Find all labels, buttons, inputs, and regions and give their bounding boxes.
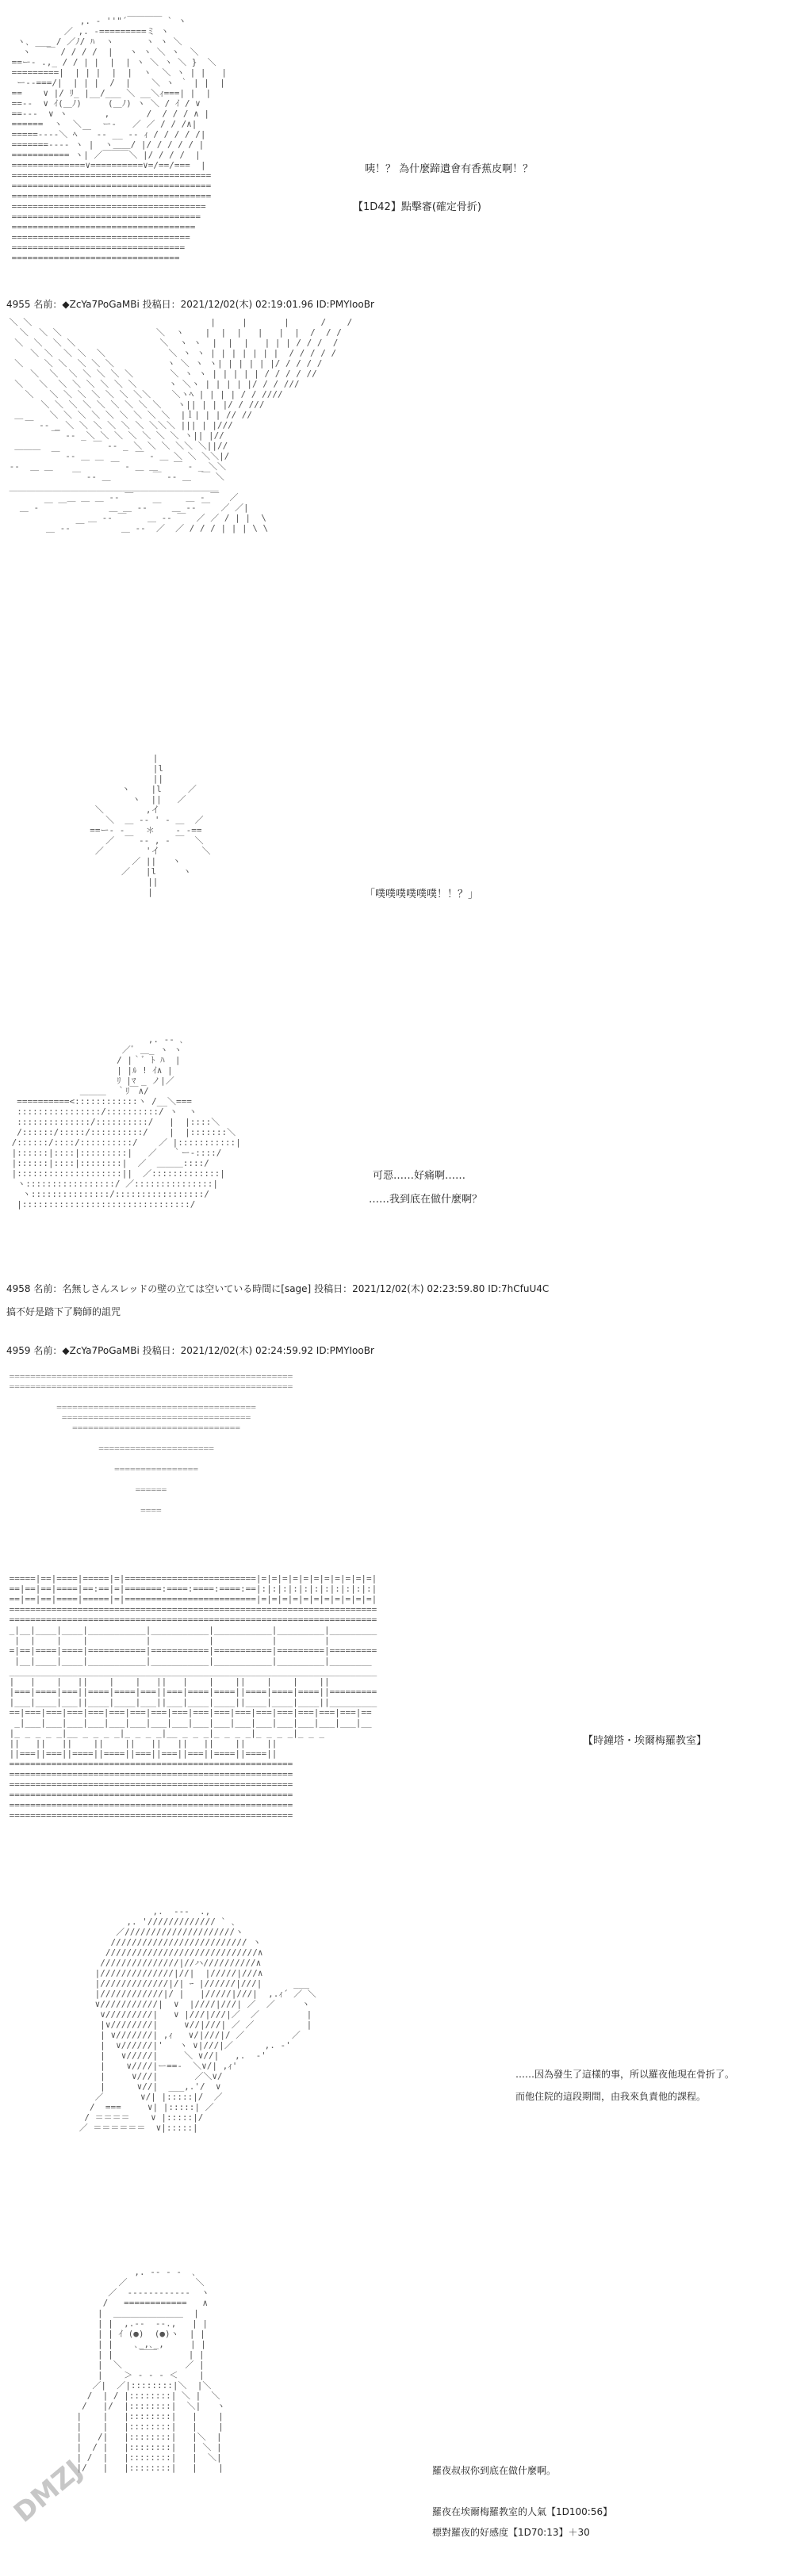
ascii-art-scene-2-impact: ＼ ＼ | | | / / ＼ ＼ ＼ ＼ ヽ | | | | | | / / / ＼ ＼ ＼ ＼ ＼ ヽ ヽ | | | | | | / / / / ＼ ＼ ＼ ＼ ＼ ＼ ヽ ヽ | | | | | | | / / / / / ＼ ＼ ＼ ＼ ＼ ＼ ヽ ＼ ヽ ヽ| | | | | |/ / / / / ＼ ＼ ＼ ＼ ＼ ＼ ＼ ＼ ヽ ヽ | | | | | / / / / // ＼ ＼ ＼ ＼ ＼ ＼ ＼ ＼ ヽ ＼ヽ | | | | |/ / / /// ＼ ＼ ＼ ＼ ＼ ＼ ＼ ＼＼ ＼ヽﾍ | | | | / / //// ＼ ＼ ＼ ＼ ＼ ＼ ＼ ＼ ＼ ヽ|| | | |/ / /// ＿ ＼ ＼ ＼ ＼ ＼ ＼ ＼ ＼ ＼ |ｌ| | | // // ￣ ‐- _ ＼ ＼ ＼ ＼ ＼ ＼ ＼＼＼ ||| | |/// ￣ ‐- _＼ ＼ ＼ ＼ ＼ ＼ ＼ ヽ|| |// ＿＿＿ ￣ -‐ _ ＼ ＼ ＼ ＼＼ ＼||// ￣ ‐- ＿ ＿ ￣ - ＿ ＼ ＼ ＼＼|/ ‐- ＿ ＿ ￣ - ＿ ＿ ￣ ‐ _ ＼＼ ￣ ‐- ＿ ￣ ‐- ＿ ￣ ＼ ＿＿＿＿＿＿＿＿＿＿＿＿＿＿＿＿＿＿＿＿＿＿＿＿ ＿ ＿ ＿ -‐ ￣ ＿ ‐ ￣ ／ ＿ ‐ ￣ ￣ ＿ ＿ -‐ ￣ ＿ -‐ ￣ ／ ／| ＿ -‐ ￣ ＿ -‐ ￣ ／ ／ / | | \ ＿ -‐ ￣ ＿ -‐ ／ ／ / / / | | | \ \: [9, 317, 353, 533]
scene-7-narration-2: 而他住院的這段期間，由我來負責他的課程。: [515, 2091, 707, 2102]
post-number: 4955: [6, 299, 31, 310]
dmzj-watermark: DMZJ: [8, 2454, 89, 2529]
scene-8-affection-roll: 標對羅夜的好感度【1D70:13】＋30: [432, 2527, 590, 2538]
post-date: 投稿日：2021/12/02(木) 02:24:59.92 ID:PMYIooBr: [142, 1345, 374, 1356]
post-author: 名前：名無しさんスレッドの壁の立ては空いている時間に[sage]: [33, 1283, 312, 1294]
post-header-4959: [6, 1344, 374, 1357]
ascii-art-scene-6-classroom: =====|==|====|=====|=|=========================|=|=|=|=|=|=|=|=|=|=|=| ==|==|==|====|==:==|=|=======:====:====:====:==|:|:|:|:|:|:|:|:|:|:|:| ==|==|==|====|=====|=|=========================|=|=|=|=|=|=|=|=|=|=|=| ====================================================================== ====================================================================== _|__|____|____|___________|___________|___________|_________|_________ | | | | | | | | =|==|====|====|===========|===========|===========|=========|========= |__|____|____|___________|___________|___________|_________|________ ______________________________________________________________________ | | | || | | || | | || | | || |===|====|===||====|====|===||===|====|====||====|====|====||========= |___|____|___||____|____|___||___|____|____||____|____|____||_________ ==|===|===|===|===|===|===|===|===|===|===|===|===|===|===|===|===|== _|___|___|___|___|___|___|___|___|___|___|___|___|___|___|___|___|__ |_ _ _ _ _|__ _ _ _ _|_ _ _ _|__ _ _ _|_ _ _ _|_ _ _ _|_ _ _ || || || || || || || || || || ||===||===||====||====||===||===||===||====||====|| ====================================================== ====================================================== ====================================================== ====================================================== ====================================================== ======================================================: [9, 1573, 377, 1821]
ascii-art-scene-1: ,. ‐ ''"´￣￣￣￣ ` ヽ ／ ,. ‐=========ミ ヽ ヽ､ ___ / ／ﾉ/ ﾊ ヽ ヽ ヽ ＼ ヽ ￣ / / / / | ヽ ヽ ＼ ヽ ＼ ==ー- .,_ / / | | | | ヽ ＼ ヽ ＼ } ＼ =========| | | | | | ヽ ＼ ヽ | | | ー--===/| | | | / | ＼ ヽ ｀ | | | == ∨ |/ ﾘ_ |__/___ ＼ __＼ｨ===| | | ==-‐ ∨ ｲ(＿ﾉ) (＿ﾉ) ヽ ＼ / ｲ / ∨ ==--- ∨ ヽ , / / / / ∧ | ====== ヽ ＼ ー‐ ／ ／ / / /∧| =====----＼ ﾍ ￣ ‐- __ -‐ ｨ / / / / /| =======---- ヽ | ヽ＿＿/ |/ / / / / | =========== ヽ| ／￣￣￣＼ |/ / / / | ==============∨==========∨=/==/=== | ====================================== ====================================== ====================================== ===================================== ==================================== =================================== ================================== ================================= ================================: [11, 16, 228, 263]
post-number: 4959: [6, 1345, 31, 1356]
post-author: 名前：◆ZcYa7PoGaMBi: [33, 1345, 140, 1356]
scene-3-dialogue: 「噗噗噗噗噗噗！！？」: [365, 889, 479, 900]
ascii-art-scene-3-sparkle: | |l || ヽ |l ／ ヽ || ／ ＼ ,イ ＼ ＿ -‐ ' ‐ ＿ ／ ==ー‐ - ＊ - ‐== ／ ￣ -‐ , ‐ ￣ ＼ ／ 'イ ＼ ／ || ヽ ／ |l ヽ || |: [90, 753, 211, 897]
scene-4-dialogue-1: 可惡……好痛啊……: [373, 1170, 466, 1182]
post-header-4955: [6, 298, 374, 311]
ascii-art-scene-4-fallen: ,. -‐ ､ ／ﾞ ＿_ ヽ ヽ / |｀ﾞ ﾄ ﾊ | | |ﾙ ! ｲ∧ | ﾘ |ﾏ _ ノ|／ ＿＿＿ ｀ﾘ￣∧/ ==========<::::::::::::ヽ /__＼=== ::::::::::::::::/::::::::::/ ヽ ヽ ::::::::::::::/::::::::::/ | |::::＼ /::::::/:::::/::::::::::/ | |:::::::＼ /::::::/::::/::::::::::/ ／ |:::::::::::| |::::::|::::|:::::::::| ／ ｀ー-::::/ |::::::|::::|::::::::| ／ ＿＿＿::::/ |::::::::::::::::::::|| ／:::::::::::::| ヽ:::::::::::::::::/ ／:::::::::::::::| ヽ:::::::::::::::/:::::::::::::::::/ |::::::::::::::::::::::::::::::::/: [11, 1034, 241, 1210]
post-date: 投稿日：2021/12/02(木) 02:19:01.96 ID:PMYIooBr: [142, 299, 374, 310]
scene-8-dialogue: 羅夜叔叔你到底在做什麼啊。: [432, 2465, 557, 2476]
scene-7-narration-1: ……因為發生了這樣的事，所以羅夜他現在骨折了。: [515, 2069, 735, 2080]
scene-1-dice-result: 【1D42】點擊審(確定骨折): [353, 201, 481, 213]
post-date: 投稿日：2021/12/02(木) 02:23:59.80 ID:7hCfuU4C: [314, 1283, 550, 1294]
scene-6-location-label: 【時鐘塔・埃爾梅羅教室】: [583, 1735, 707, 1747]
ascii-art-scene-5-fade: ====================================================== ====================================================== ====================================== ==================================== ================================ ====================== ================ ====== ====: [9, 1371, 293, 1514]
scene-8-popularity-roll: 羅夜在埃爾梅羅教室的人氣【1D100:56】: [432, 2506, 613, 2517]
post-author: 名前：◆ZcYa7PoGaMBi: [33, 299, 140, 310]
scene-1-dialogue: 咦！？ 為什麼蹄遺會有香蕉皮啊！？: [365, 163, 534, 175]
reader-comment: 搞不好是踏下了騎師的詛咒: [6, 1306, 121, 1317]
ascii-art-scene-8-girl: ,. -‐ ‐ ‐ ､ ／ ＼ ／ ‐‐‐‐‐‐‐‐‐‐‐‐ ヽ / ============ ∧ | ＿＿＿＿＿＿＿＿ | | | ,.-‐ ‐-., | | | | ｲ (●) (●)ヽ | | | | ､_,､_, | | | | ￣￣ | | | ＼ ／ | | ＞ - ‐ - ＜ | ／| ／|::::::::|＼ |＼ / | / |::::::::| ＼ | ＼ / |/ |::::::::| ＼| ヽ | | |::::::::| | | | | |::::::::| | | | /| |::::::::| |＼ | | / | |::::::::| | ＼ | | / | |::::::::| | ＼| |/ | |::::::::| | |: [76, 2267, 226, 2473]
post-number: 4958: [6, 1283, 31, 1294]
scene-4-dialogue-2: ……我到底在做什麼啊？: [369, 1194, 483, 1206]
ascii-art-scene-7-woman: ,. --- ., ,. '///////////// ` ､ ／/////////////////////ヽ ////////////////////////// ヽ /////////////////////////////∧ ///////////////|//ハ//////////∧ |//////////////|//| |/////|///∧ |/////////////|/| ｰ |//////|///| ___ |////////////|/ | |/////|///| ,.ｨ´ ／ ＼ ∨///////////| ∨ |////|///| ／ ／ ヽ ∨/////////| ∨ |///|///|／ ／ | |∨////////| ∨//|///| ／ ／ | | ∨///////| ,ｨ ∨/|///|/ ／ ／ | ∨//////|' ヽ ∨|///|／ ,. ‐' | ∨/////| ＼ ∨//| ,. ‐' | ∨////|ー==- ＼∨/| ,ｨ' | ∨///| ／＼∨/ | ∨//| ___,.'/ ∨ ／ ∨/| |:::::|/ ／ / === ∨| |:::::| ／ / ＝＝＝＝ ∨ |:::::|/ ／ ＝＝＝＝＝＝ ∨|:::::|: [79, 1906, 316, 2133]
post-header-4958: [6, 1282, 549, 1295]
